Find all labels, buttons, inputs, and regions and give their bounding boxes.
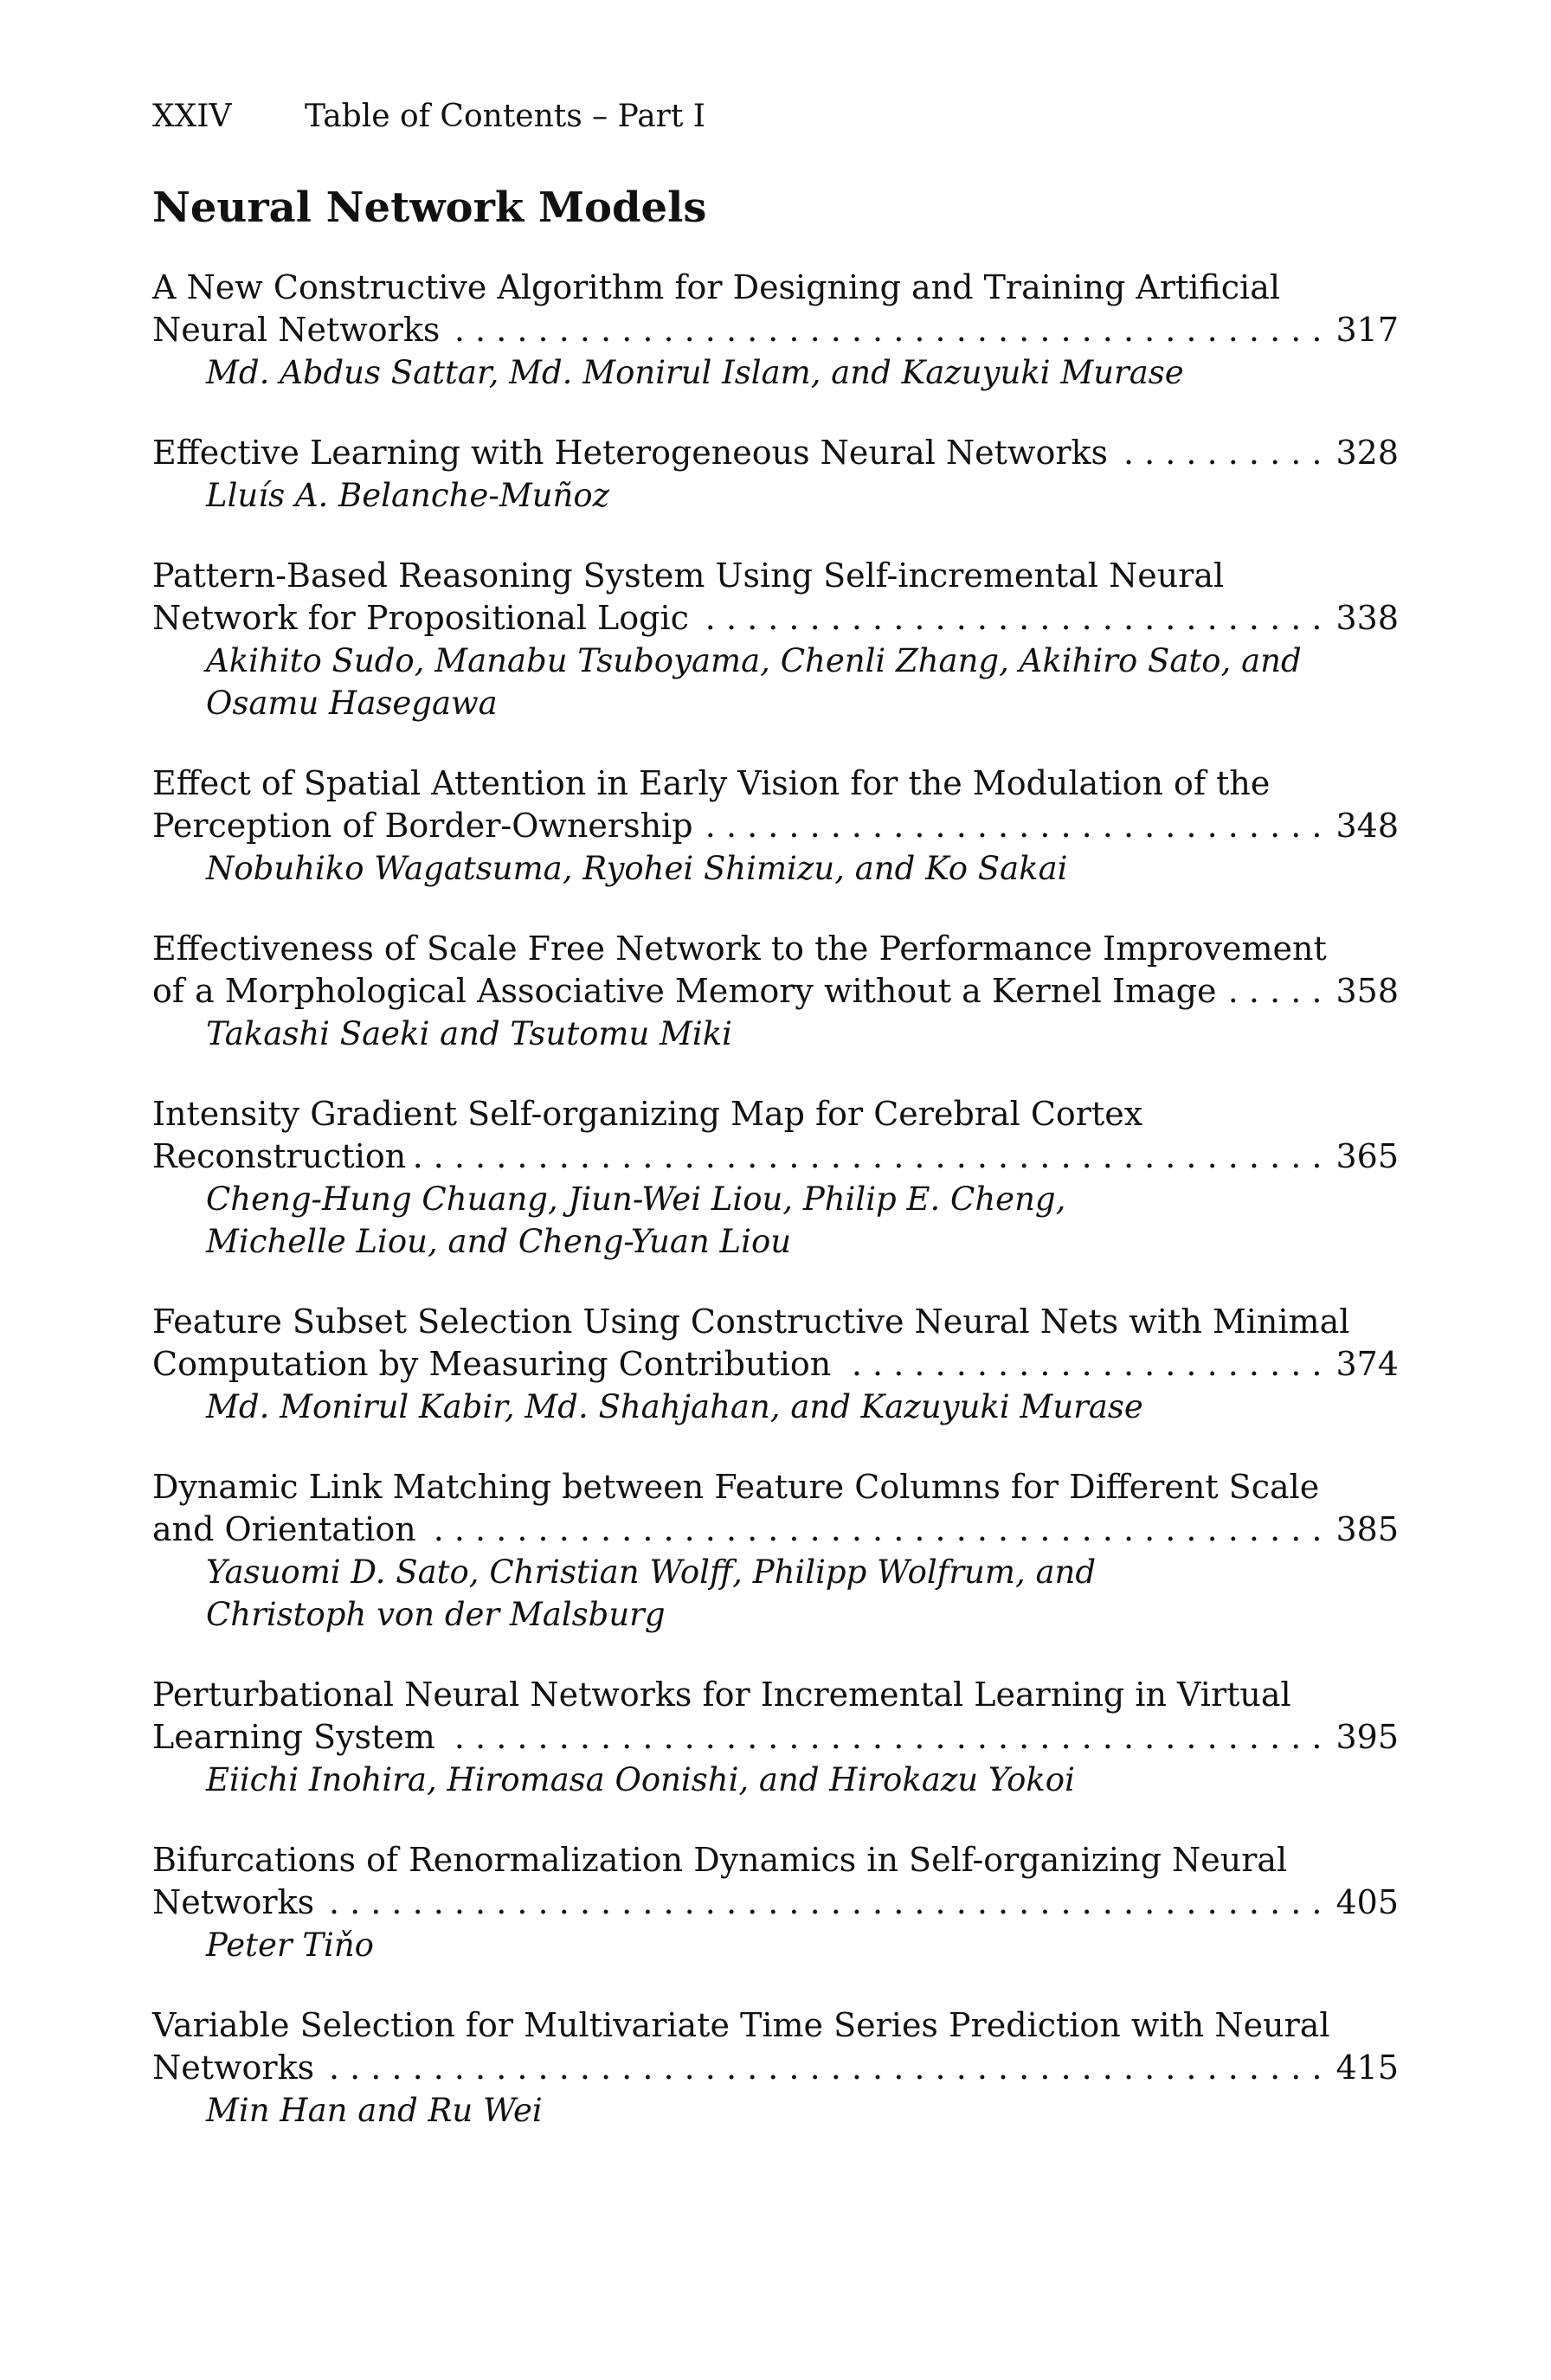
page-folio: XXIV bbox=[152, 99, 232, 134]
entry-title-last-line bbox=[152, 432, 1399, 474]
entry-authors: Md. Abdus Sattar, Md. Monirul Islam, and Kazuyuki Murase bbox=[206, 354, 1184, 391]
entry-authors: Peter Tiňo bbox=[206, 1927, 374, 1964]
entry-page-number[interactable]: 348 bbox=[1335, 807, 1399, 845]
entry-page-number[interactable]: 374 bbox=[1335, 1345, 1399, 1383]
entry-title-line: Pattern-Based Reasoning System Using Self-incremental Neural bbox=[152, 556, 1225, 595]
entry-page-number[interactable]: 365 bbox=[1335, 1137, 1399, 1175]
entry-title-last-line bbox=[152, 1135, 1399, 1178]
entry-page-number[interactable]: 358 bbox=[1335, 972, 1399, 1010]
dot-leader bbox=[702, 805, 1323, 847]
entry-title-text: of a Morphological Associative Memory without a Kernel Image bbox=[152, 972, 1217, 1010]
entry-title-text: Computation by Measuring Contribution bbox=[152, 1345, 832, 1383]
entry-page-number[interactable]: 395 bbox=[1335, 1718, 1399, 1756]
entry-title-last-line bbox=[152, 2047, 1399, 2089]
dot-leader bbox=[444, 1716, 1323, 1759]
entry-title-last-line bbox=[152, 970, 1399, 1013]
entry-authors: Christoph von der Malsburg bbox=[206, 1596, 666, 1633]
entry-page-number[interactable]: 415 bbox=[1335, 2049, 1399, 2087]
entry-title-text: Effective Learning with Heterogeneous Neural Networks bbox=[152, 434, 1109, 472]
entry-authors: Takashi Saeki and Tsutomu Miki bbox=[206, 1015, 733, 1052]
entry-title-line: Perturbational Neural Networks for Incremental Learning in Virtual bbox=[152, 1676, 1291, 1714]
entry-authors: Michelle Liou, and Cheng-Yuan Liou bbox=[206, 1223, 792, 1260]
dot-leader bbox=[425, 1508, 1323, 1551]
entry-title-text: Neural Networks bbox=[152, 311, 441, 349]
entry-title-last-line bbox=[152, 309, 1399, 351]
entry-title-text: Networks bbox=[152, 2049, 315, 2087]
entry-title-line: Effect of Spatial Attention in Early Vision for the Modulation of the bbox=[152, 764, 1271, 802]
dot-leader bbox=[698, 597, 1323, 640]
entry-title-line: Intensity Gradient Self-organizing Map for Cerebral Cortex bbox=[152, 1095, 1143, 1133]
dot-leader bbox=[323, 2047, 1322, 2089]
entry-page-number[interactable]: 317 bbox=[1335, 311, 1399, 349]
entry-title-line: Variable Selection for Multivariate Time Series Prediction with Neural bbox=[152, 2006, 1330, 2044]
entry-page-number[interactable]: 385 bbox=[1335, 1510, 1399, 1548]
dot-leader bbox=[323, 1881, 1322, 1924]
running-title: Table of Contents – Part I bbox=[305, 99, 706, 134]
entry-authors: Md. Monirul Kabir, Md. Shahjahan, and Kazuyuki Murase bbox=[206, 1388, 1143, 1425]
entry-title-line: Dynamic Link Matching between Feature Columns for Different Scale bbox=[152, 1468, 1320, 1506]
toc-entry[interactable] bbox=[152, 1301, 1399, 1428]
entry-authors: Min Han and Ru Wei bbox=[206, 2092, 543, 2129]
entry-title-line: Feature Subset Selection Using Constructive Neural Nets with Minimal bbox=[152, 1303, 1350, 1341]
entry-title-last-line bbox=[152, 1508, 1399, 1551]
toc-entry[interactable] bbox=[152, 1674, 1399, 1801]
entry-page-number[interactable]: 338 bbox=[1335, 599, 1399, 637]
toc-entry[interactable] bbox=[152, 762, 1399, 890]
entry-authors: Yasuomi D. Sato, Christian Wolff, Philipp Wolfrum, and bbox=[206, 1553, 1097, 1591]
dot-leader bbox=[1226, 970, 1323, 1013]
toc-entry[interactable] bbox=[152, 432, 1399, 517]
entry-authors: Lluís A. Belanche-Muñoz bbox=[206, 477, 610, 514]
entry-page-number[interactable]: 405 bbox=[1335, 1883, 1399, 1921]
entry-authors: Osamu Hasegawa bbox=[206, 685, 498, 722]
entry-authors: Eiichi Inohira, Hiromasa Oonishi, and Hirokazu Yokoi bbox=[206, 1761, 1075, 1798]
entry-title-last-line bbox=[152, 1881, 1399, 1924]
entry-title-text: Networks bbox=[152, 1883, 315, 1921]
entry-title-text: Learning System bbox=[152, 1718, 435, 1756]
entry-title-text: Perception of Border-Ownership bbox=[152, 807, 693, 845]
toc-entry[interactable] bbox=[152, 2004, 1399, 2132]
dot-leader bbox=[448, 309, 1322, 351]
toc-entry[interactable] bbox=[152, 267, 1399, 394]
toc-entry[interactable] bbox=[152, 1093, 1399, 1263]
entry-authors: Nobuhiko Wagatsuma, Ryohei Shimizu, and Ko Sakai bbox=[206, 850, 1068, 887]
toc-entry[interactable] bbox=[152, 928, 1399, 1055]
entry-title-line: Effectiveness of Scale Free Network to the Performance Improvement bbox=[152, 929, 1327, 968]
toc-entry[interactable] bbox=[152, 555, 1399, 724]
section-title: Neural Network Models bbox=[152, 183, 707, 232]
entry-page-number[interactable]: 328 bbox=[1335, 434, 1399, 472]
entry-title-last-line bbox=[152, 1343, 1399, 1386]
entry-title-line: A New Constructive Algorithm for Designing and Training Artificial bbox=[152, 268, 1281, 306]
entry-title-line: Bifurcations of Renormalization Dynamics in Self-organizing Neural bbox=[152, 1841, 1288, 1879]
entry-title-last-line bbox=[152, 805, 1399, 847]
toc-entry[interactable] bbox=[152, 1839, 1399, 1966]
entry-title-text: Network for Propositional Logic bbox=[152, 599, 689, 637]
entry-title-text: and Orientation bbox=[152, 1510, 416, 1548]
entry-authors: Akihito Sudo, Manabu Tsuboyama, Chenli Zhang, Akihiro Sato, and bbox=[206, 642, 1302, 679]
dot-leader bbox=[415, 1135, 1322, 1178]
dot-leader bbox=[840, 1343, 1322, 1386]
toc-entry[interactable] bbox=[152, 1466, 1399, 1636]
toc-list bbox=[152, 267, 1399, 2170]
entry-title-last-line bbox=[152, 1716, 1399, 1759]
running-head bbox=[152, 95, 705, 138]
entry-authors: Cheng-Hung Chuang, Jiun-Wei Liou, Philip E. Cheng, bbox=[206, 1180, 1066, 1218]
entry-title-text: Reconstruction bbox=[152, 1137, 407, 1175]
entry-title-last-line bbox=[152, 597, 1399, 640]
dot-leader bbox=[1117, 432, 1322, 474]
